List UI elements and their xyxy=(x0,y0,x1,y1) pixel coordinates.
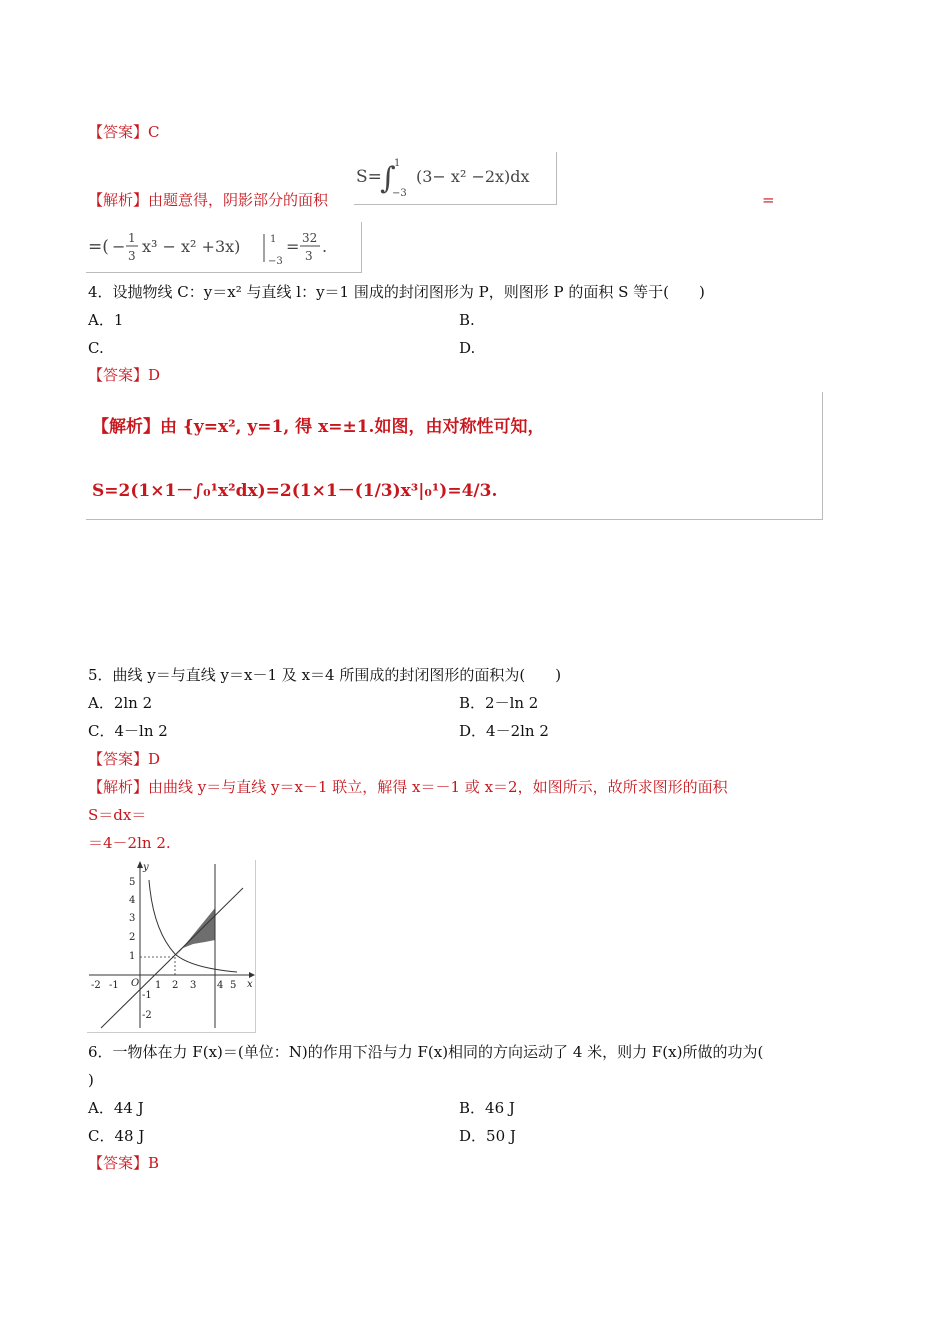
x-tick-2: 2 xyxy=(172,980,179,991)
y-tick-4: 4 xyxy=(129,895,136,906)
svg-text:3: 3 xyxy=(128,249,136,263)
q5-option-d: D．4－2ln 2 xyxy=(459,722,549,740)
answer-tag: 【答案】 xyxy=(88,750,149,768)
q5-option-b: B．2－ln 2 xyxy=(459,694,539,712)
svg-text:32: 32 xyxy=(302,231,318,245)
q6-stem-line1: 6．一物体在力 F(x)＝(单位：N)的作用下沿与力 F(x)相同的方向运动了 4 米，则力 F(x)所做的功为( xyxy=(88,1043,764,1061)
answer-tag: 【答案】 xyxy=(88,366,149,384)
analysis-text-1: 由 {y=x², y=1, 得 x=±1.如图，由对称性可知， xyxy=(160,417,545,437)
svg-text:1: 1 xyxy=(394,158,401,169)
y-tick-neg1: -1 xyxy=(142,990,152,1001)
x-axis-label: x xyxy=(247,979,253,990)
y-tick-5: 5 xyxy=(129,877,136,888)
q4-option-c: C. xyxy=(88,339,104,357)
origin-label: O xyxy=(131,978,140,989)
q5-analysis-line3: ＝4－2ln 2. xyxy=(88,834,171,852)
svg-text:−3: −3 xyxy=(392,188,407,199)
answer-value: D xyxy=(148,366,161,384)
svg-text:=: = xyxy=(286,237,300,256)
svg-text:S=: S= xyxy=(356,167,382,187)
antiderivative-formula-graphic xyxy=(86,222,361,272)
x-tick-3: 3 xyxy=(190,980,197,991)
q5-graph xyxy=(87,860,256,1033)
q3-formula-image-1 xyxy=(354,152,557,205)
q6-option-c: C．48 J xyxy=(88,1127,145,1145)
x-tick-neg1: -1 xyxy=(109,980,119,991)
svg-text:x³ − x² +3x): x³ − x² +3x) xyxy=(142,237,241,256)
svg-text:−3: −3 xyxy=(268,256,283,267)
q5-stem: 5．曲线 y＝与直线 y＝x－1 及 x＝4 所围成的封闭图形的面积为( ) xyxy=(88,666,562,684)
svg-text:∫: ∫ xyxy=(380,161,396,196)
answer-value: C xyxy=(148,123,160,141)
q3-analysis xyxy=(88,190,328,210)
q4-stem: 4．设抛物线 C：y＝x² 与直线 l：y＝1 围成的封闭图形为 P，则图形 P 的面积 S 等于( ) xyxy=(88,283,705,301)
answer-value: D xyxy=(148,750,161,768)
q4-option-b: B. xyxy=(459,311,475,329)
svg-text:.: . xyxy=(322,237,328,256)
q4-option-d: D. xyxy=(459,339,476,357)
q6-option-d: D．50 J xyxy=(459,1127,516,1145)
q5-option-a: A．2ln 2 xyxy=(88,694,153,712)
q6-stem-line2: ) xyxy=(88,1071,94,1089)
q4-analysis-line1 xyxy=(92,412,544,437)
y-tick-3: 3 xyxy=(129,913,136,924)
svg-text:1: 1 xyxy=(270,234,277,245)
q5-analysis-line1 xyxy=(88,777,728,797)
y-axis-label: y xyxy=(143,862,149,873)
line-y-x-minus-1 xyxy=(101,888,243,1028)
q6-option-b: B．46 J xyxy=(459,1099,515,1117)
y-tick-2: 2 xyxy=(129,932,136,943)
y-tick-neg2: -2 xyxy=(142,1010,152,1021)
analysis-text: 由题意得，阴影部分的面积 xyxy=(148,191,329,209)
answer-tag: 【答案】 xyxy=(88,1154,149,1172)
svg-text:=(: =( xyxy=(88,237,109,257)
analysis-tag: 【解析】 xyxy=(88,191,149,209)
q6-answer xyxy=(88,1153,159,1173)
svg-text:3: 3 xyxy=(305,249,313,263)
answer-value: B xyxy=(148,1154,160,1172)
svg-text:1: 1 xyxy=(128,231,136,245)
y-tick-1: 1 xyxy=(129,951,136,962)
q4-analysis-line2: S=2(1×1－∫₀¹x²dx)=2(1×1－(1/3)x³|₀¹)=4/3. xyxy=(92,481,498,501)
q5-answer xyxy=(88,749,160,769)
x-tick-5: 5 xyxy=(230,980,237,991)
q3-answer xyxy=(88,122,160,142)
area-graph xyxy=(87,860,255,1032)
q4-answer xyxy=(88,365,160,385)
analysis-tag: 【解析】 xyxy=(88,778,149,796)
q4-analysis-image xyxy=(86,392,823,520)
x-tick-4: 4 xyxy=(217,980,224,991)
x-axis-arrow xyxy=(249,972,255,978)
q3-formula-image-2 xyxy=(86,222,362,273)
analysis-tag: 【解析】 xyxy=(92,417,160,437)
x-tick-neg2: -2 xyxy=(91,980,101,991)
q5-option-c: C．4－ln 2 xyxy=(88,722,168,740)
q4-option-a: A．1 xyxy=(88,311,124,329)
q6-option-a: A．44 J xyxy=(88,1099,144,1117)
analysis-text-1: 由曲线 y＝与直线 y＝x－1 联立，解得 x＝－1 或 x＝2，如图所示，故所求图形的面积 xyxy=(148,778,728,796)
answer-tag: 【答案】 xyxy=(88,123,149,141)
svg-text:(3− x² −2x)dx: (3− x² −2x)dx xyxy=(416,167,530,186)
equals-sign: = xyxy=(762,191,775,209)
x-tick-1: 1 xyxy=(155,980,162,991)
q5-analysis-line2: S＝dx＝ xyxy=(88,806,147,824)
curve xyxy=(149,880,237,972)
svg-text:−: − xyxy=(112,237,126,256)
q3-equals-sign xyxy=(762,190,775,210)
integral-formula-graphic xyxy=(354,152,556,204)
